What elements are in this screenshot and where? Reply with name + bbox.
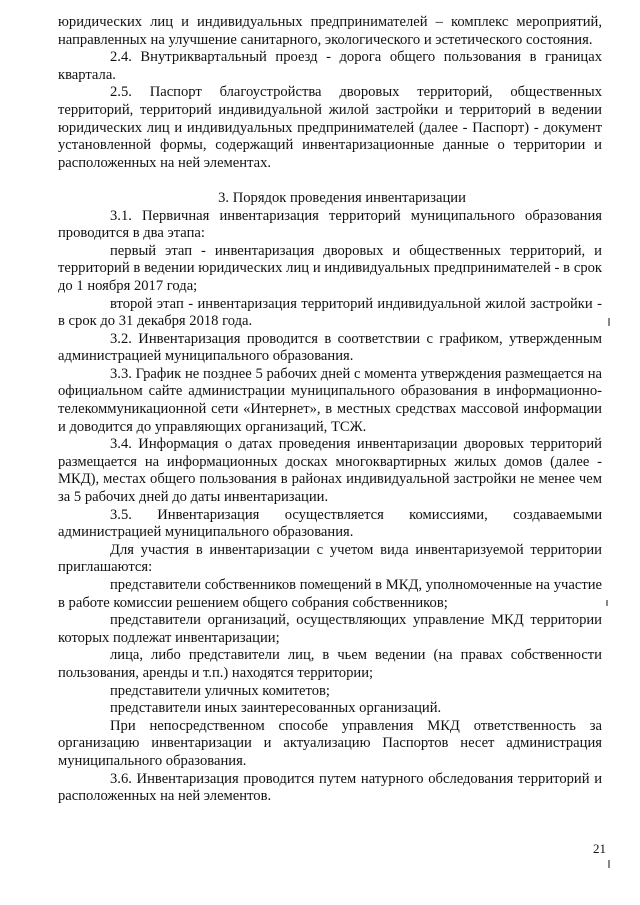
paragraph-3-5: 3.5. Инвентаризация осуществляется комиссиями, создаваемыми администрацией муниципального образования. xyxy=(58,506,602,541)
paragraph-stage-1: первый этап - инвентаризация дворовых и общественных территорий, и территорий в ведении юридических лиц и индивидуальных предпринимателей - в срок до 1 ноября 2017 года; xyxy=(58,242,602,294)
paragraph-3-2: 3.2. Инвентаризация проводится в соответствии с графиком, утвержденным администрацией муниципального образования. xyxy=(58,330,602,365)
scan-artifact-mark xyxy=(606,600,608,606)
paragraph-2-5: 2.5. Паспорт благоустройства дворовых территорий, общественных территорий, территорий индивидуальной жилой застройки и территорий в ведении юридических лиц и индивидуальных предпринимателей (далее - Паспорт) - документ установленной формы, содержащий инвентаризационные данные о территории и расположенных на ней элементах. xyxy=(58,84,602,171)
paragraph-participants-intro: Для участия в инвентаризации с учетом вида инвентаризуемой территории приглашаются: xyxy=(58,541,602,576)
paragraph-3-3: 3.3. График не позднее 5 рабочих дней с момента утверждения размещается на официальном сайте администрации муниципального образования в информационно-телекоммуникационной сети «Интернет», в местных средствах массовой информации и доводится до управляющих организаций, ТСЖ. xyxy=(58,365,602,435)
document-body xyxy=(58,14,602,806)
section-gap xyxy=(58,172,602,190)
page-number: 21 xyxy=(593,841,606,856)
participant-other-orgs: представители иных заинтересованных организаций. xyxy=(110,700,442,717)
paragraph-3-6: 3.6. Инвентаризация проводится путем натурного обследования территорий и расположенных на ней элементов. xyxy=(58,770,602,805)
paragraph-stage-2: второй этап - инвентаризация территорий индивидуальной жилой застройки - в срок до 31 декабря 2018 года. xyxy=(58,295,602,330)
participant-management: представители организаций, осуществляющих управление МКД территории которых подлежат инвентаризации; xyxy=(58,612,602,646)
paragraph-2-3-continuation: юридических лиц и индивидуальных предпринимателей – комплекс мероприятий, направленных на улучшение санитарного, экологического и эстетического состояния. xyxy=(58,14,602,48)
scan-artifact-mark xyxy=(608,860,610,868)
scan-artifact-mark xyxy=(608,318,610,326)
paragraph-direct-management: При непосредственном способе управления МКД ответственность за организацию инвентаризации и актуализацию Паспортов несет администрация муниципального образования. xyxy=(58,717,602,769)
paragraph-3-4: 3.4. Информация о датах проведения инвентаризации дворовых территорий размещается на информационных досках многоквартирных жилых домов (далее - МКД), местах общего пользования в районах индивидуальной застройки не менее чем за 5 рабочих дней до даты инвентаризации. xyxy=(58,436,602,506)
participant-owners: представители собственников помещений в МКД, уполномоченные на участие в работе комиссии решением общего собрания собственников; xyxy=(58,577,602,611)
paragraph-2-4: 2.4. Внутриквартальный проезд - дорога общего пользования в границах квартала. xyxy=(58,49,602,83)
paragraph-3-1: 3.1. Первичная инвентаризация территорий муниципального образования проводится в два этапа: xyxy=(58,207,602,242)
participant-street-committees: представители уличных комитетов; xyxy=(110,682,330,699)
participant-holders: лица, либо представители лиц, в чьем ведении (на правах собственности пользования, аренды и т.п.) находятся территории; xyxy=(58,647,602,681)
section-3-heading: 3. Порядок проведения инвентаризации xyxy=(218,189,466,206)
